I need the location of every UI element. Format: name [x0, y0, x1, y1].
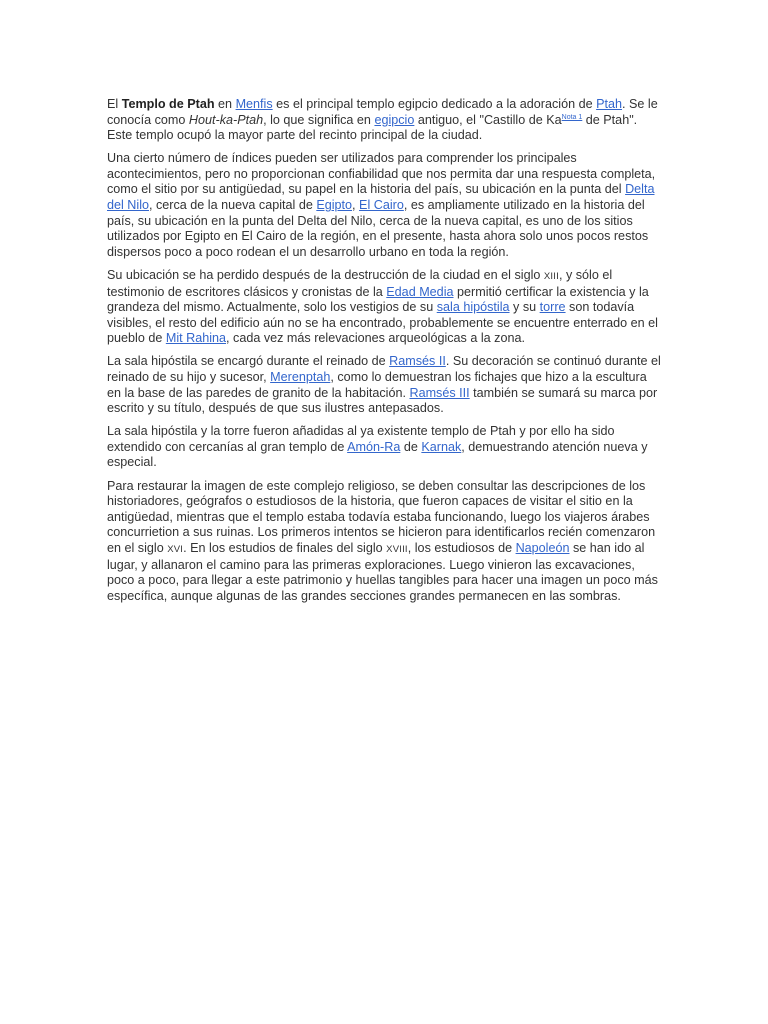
link-menfis[interactable]: Menfis [235, 97, 273, 111]
text: de [400, 439, 422, 454]
footnote-link-nota-1[interactable]: Nota 1 [561, 113, 583, 121]
text: , es ampliamente utilizado en la historia del país, su ubicación en la punta del Delta del Nilo, cerca de la nueva capital, es uno de los sitios utilizados por Egipto en El Cairo de la región, en el presente, hasta ahora solo unos pocos restos dispersos poco a poco rodean el un desarrollo urbano en toda la región. [107, 198, 649, 259]
article-body [107, 97, 663, 612]
text: , cada vez más relevaciones arqueológicas a la zona. [226, 331, 525, 346]
text: La sala hipóstila y la torre fueron añadidas al ya existente templo de Ptah y por ello ha sido extendido con cercanías al gran templo de [107, 424, 615, 454]
text: , y sólo el testimonio de escritores clásicos y cronistas de la [107, 267, 613, 299]
text: . Se le conocía como [107, 97, 658, 127]
link-merenptah[interactable]: Merenptah [270, 370, 331, 384]
text: permitió certificar la existencia y la grandeza del mismo. Actualmente, solo los vestigios de su [107, 284, 649, 315]
link-sala-hipostila[interactable]: sala hipóstila [436, 300, 510, 315]
link-ramses-iii[interactable]: Ramsés III [409, 385, 470, 400]
link-el-cairo[interactable]: El Cairo [359, 198, 404, 213]
text: . En los estudios de finales del siglo [183, 540, 387, 555]
link-torre[interactable]: torre [539, 300, 566, 315]
text: , [352, 198, 360, 213]
text: , los estudiosos de [407, 540, 516, 555]
link-napoleon[interactable]: Napoleón [515, 540, 570, 555]
text: . Su decoración se continuó durante el reinado de su hijo y sucesor, [107, 354, 661, 384]
article-title: Templo de Ptah [121, 97, 215, 111]
text: en [214, 97, 236, 111]
text: antiguo, el "Castillo de Ka [414, 112, 562, 127]
link-amon-ra[interactable]: Amón-Ra [347, 439, 401, 454]
text: Para restaurar la imagen de este complejo religioso, se deben consultar las descripciones de los historiadores, geógrafos o estudiosos de la historia, que fueron capaces de visitar el sitio en la antigüedad, mientras que el templo estaba todavía estaba funcionando, luego los viajeros árabes concurrietion a sus ruinas. Los primeros intentos se hicieron para identificarlos recién comenzaron en el siglo [107, 478, 656, 555]
century-numeral: XVI [167, 543, 184, 555]
text: de Ptah". Este templo ocupó la mayor parte del recinto principal de la ciudad. [107, 112, 638, 143]
text: , cerca de la nueva capital de [149, 198, 317, 213]
paragraph-restauracion [107, 479, 663, 605]
link-egipcio[interactable]: egipcio [374, 112, 415, 127]
text: son todavía visibles, el resto del edificio aún no se ha encontrado, probablemente se encuentre enterrado en el pueblo de [107, 300, 658, 346]
text: Una cierto número de índices pueden ser utilizados para comprender los principales acontecimientos, pero no proporcionan confiabilidad que nos permita dar una respuesta completa, como el sitio por su antigüedad, su papel en la historia del país, su ubicación en la punta del [107, 151, 656, 197]
century-numeral: XVIII [386, 543, 408, 555]
link-mit-rahina[interactable]: Mit Rahina [165, 331, 227, 346]
paragraph-indices [107, 151, 663, 260]
text: y su [509, 300, 540, 315]
text: , demuestrando atención nueva y especial. [107, 439, 648, 470]
century-numeral: XIII [543, 270, 559, 282]
text: es el principal templo egipcio dedicado a la adoración de [272, 97, 597, 111]
italic-term: Hout-ka-Ptah [188, 112, 264, 127]
paragraph-torre [107, 424, 663, 471]
text: se han ido al lugar, y allanaron el camino para las primeras exploraciones. Luego vinieron las excavaciones, poco a poco, para llegar a este patrimonio y huellas tangibles para hacer una imagen un poco más específica, aunque algunas de las grandes secciones grandes permanecen en las sombras. [107, 540, 658, 603]
text: Su ubicación se ha perdido después de la destrucción de la ciudad en el siglo [107, 267, 544, 282]
link-edad-media[interactable]: Edad Media [386, 284, 454, 299]
text: El [107, 97, 122, 111]
text: , lo que significa en [263, 112, 375, 127]
text: , como lo demuestran los fichajes que hizo a la escultura en la base de las paredes de granito de la habitación. [107, 370, 647, 400]
link-delta-del-nilo[interactable]: Delta del Nilo [107, 182, 655, 213]
text: La sala hipóstila se encargó durante el reinado de [107, 354, 390, 369]
link-egipto[interactable]: Egipto [316, 198, 353, 213]
link-ptah[interactable]: Ptah [596, 97, 623, 111]
link-karnak[interactable]: Karnak [421, 439, 462, 454]
paragraph-intro [107, 97, 663, 144]
text: también se sumará su marca por escrito y su título, después de que sus ilustres antepasados. [107, 385, 658, 416]
paragraph-ubicacion [107, 268, 663, 347]
link-ramses-ii[interactable]: Ramsés II [389, 354, 446, 369]
paragraph-sala-hipostila [107, 354, 663, 416]
